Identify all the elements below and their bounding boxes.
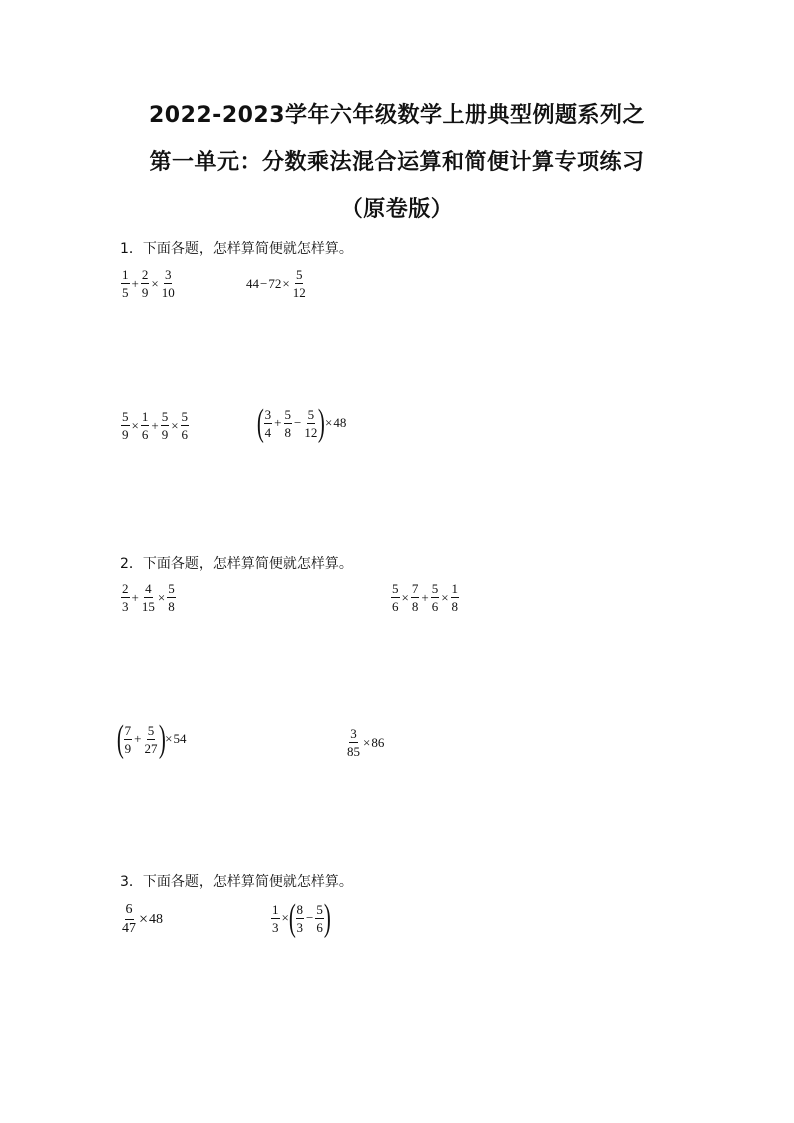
question-1-label: 1．下面各题，怎样算简便就怎样算。 (120, 241, 353, 257)
fraction: $\frac{1}{5}$ (122, 267, 129, 300)
expression-3-2: $\frac{1}{3}$ × ( $\frac{8}{3}$ − $\frac{5}{6}$ ) (272, 897, 331, 939)
title-line-2: 第一单元：分数乘法混合运算和简便计算专项练习 (149, 150, 645, 175)
fraction: $\frac{5}{12}$ (304, 406, 318, 440)
fraction: $\frac{8}{3}$ (296, 901, 303, 935)
question-2-label: 2．下面各题，怎样算简便就怎样算。 (120, 556, 353, 572)
expression-2-2: $\frac{5}{6}$ × $\frac{7}{8}$ + $\frac{5}{6}$ × $\frac{1}{8}$ (392, 581, 459, 614)
expression-1-1: $\frac{1}{5}$ + $\frac{2}{9}$ × $\frac{3}{10}$ (122, 267, 175, 300)
fraction: $\frac{5}{27}$ (144, 722, 158, 756)
fraction: $\frac{5}{8}$ (168, 581, 175, 614)
expression-3-1: $\frac{6}{47}$ × 48 (122, 902, 164, 936)
fraction: $\frac{2}{9}$ (141, 267, 149, 300)
fraction: $\frac{5}{12}$ (292, 267, 306, 300)
fraction: $\frac{1}{8}$ (451, 581, 459, 614)
fraction: $\frac{1}{3}$ (272, 901, 279, 935)
title-line-3: （原卷版） (340, 197, 454, 222)
fraction: $\frac{5}{6}$ (181, 409, 189, 442)
title-line-1: 2022-2023学年六年级数学上册典型例题系列之 (148, 103, 646, 128)
fraction: $\frac{6}{47}$ (122, 902, 136, 936)
fraction: $\frac{5}{6}$ (316, 901, 323, 935)
expression-1-3: $\frac{5}{9}$ × $\frac{1}{6}$ + $\frac{5}{9}$ × $\frac{5}{6}$ (122, 409, 189, 442)
fraction: $\frac{5}{6}$ (431, 581, 439, 614)
fraction: $\frac{3}{4}$ (264, 406, 272, 440)
expression-1-4: ( $\frac{3}{4}$ + $\frac{5}{8}$ − $\frac{5}{12}$ ) × 48 (256, 402, 347, 444)
right-paren: ) (318, 402, 326, 444)
question-3-label: 3．下面各题，怎样算简便就怎样算。 (120, 874, 353, 890)
fraction: $\frac{5}{9}$ (122, 409, 129, 442)
left-paren: ( (288, 897, 296, 939)
fraction: $\frac{3}{85}$ (347, 726, 360, 759)
expression-2-1: $\frac{2}{3}$ + $\frac{4}{15}$ × $\frac{5}{8}$ (122, 581, 175, 614)
fraction: $\frac{7}{9}$ (124, 722, 132, 756)
fraction: $\frac{5}{9}$ (161, 409, 169, 442)
fraction: $\frac{1}{6}$ (141, 409, 149, 442)
expression-2-4: $\frac{3}{85}$ × 86 (347, 726, 385, 759)
left-paren: ( (256, 402, 264, 444)
right-paren: ) (158, 718, 166, 760)
expression-1-2: 44 − 72 × $\frac{5}{12}$ (246, 267, 306, 300)
fraction: $\frac{5}{8}$ (284, 406, 291, 440)
fraction: $\frac{4}{15}$ (141, 581, 155, 614)
right-paren: ) (323, 897, 331, 939)
fraction: $\frac{7}{8}$ (411, 581, 419, 614)
fraction: $\frac{2}{3}$ (122, 581, 129, 614)
left-paren: ( (116, 718, 124, 760)
fraction: $\frac{5}{6}$ (392, 581, 399, 614)
expression-2-3: ( $\frac{7}{9}$ + $\frac{5}{27}$ ) × 54 (116, 718, 187, 760)
fraction: $\frac{3}{10}$ (161, 267, 175, 300)
